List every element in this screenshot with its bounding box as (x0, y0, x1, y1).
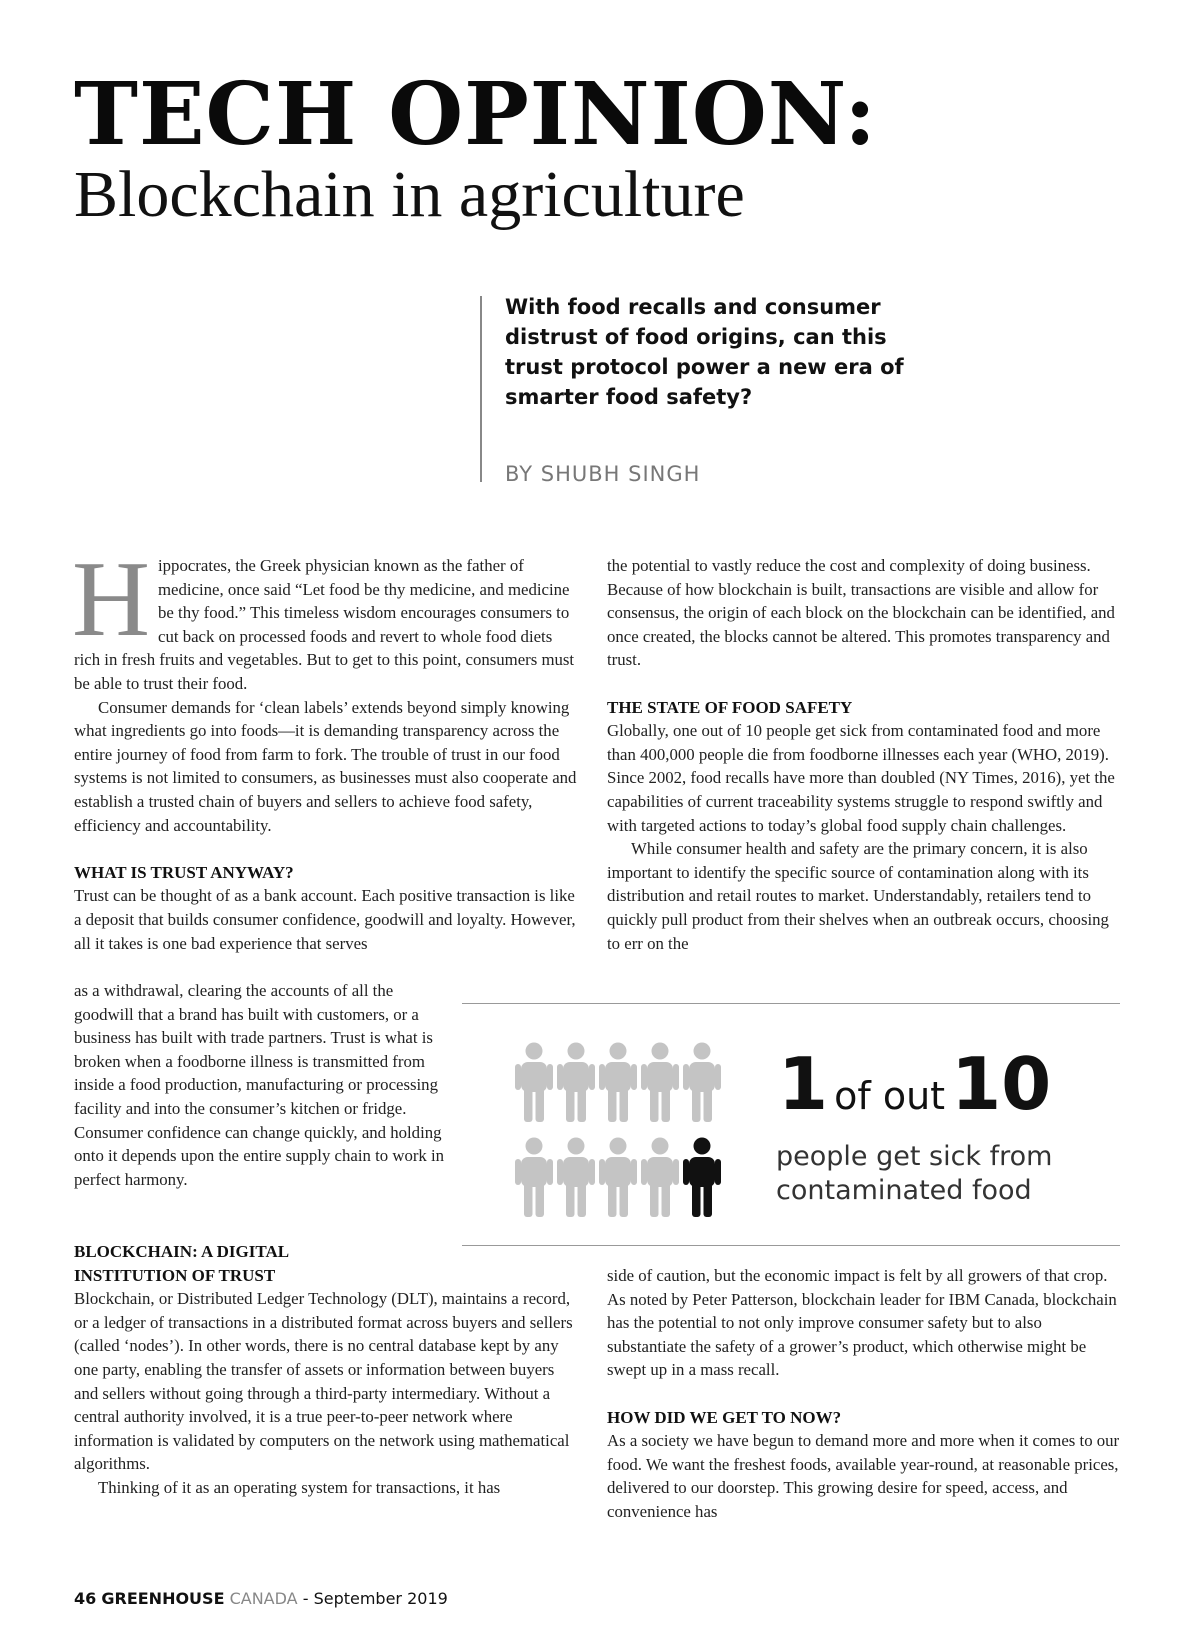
right-column-bottom (607, 1264, 1122, 1524)
stat-caption: people get sick from contaminated food (776, 1141, 1053, 1206)
person-icon (683, 1042, 721, 1122)
stat-ten: 10 (951, 1042, 1052, 1126)
potential-paragraph: the potential to vastly reduce the cost and complexity of doing business. Because of how blockchain is built, transactions are visible and allow for consensus, the origin of each block on the blockchain can be identified, and once created, the blocks cannot be altered. This promotes transparency and trust. (607, 556, 1115, 670)
article-deck: With food recalls and consumer distrust of food origins, can this trust protocol power a new era of smarter food safety? (505, 295, 904, 409)
person-icon (599, 1042, 637, 1122)
left-column-wrap (74, 979, 446, 1191)
person-icon (515, 1042, 553, 1122)
publication-name: GREENHOUSE (101, 1589, 225, 1608)
section-heading-how: HOW DID WE GET TO NOW? (607, 1407, 842, 1427)
people-icon-grid (515, 1042, 725, 1218)
publication-country: CANADA (229, 1589, 298, 1608)
section-heading-food-safety: THE STATE OF FOOD SAFETY (607, 697, 853, 717)
blockchain-paragraph: Blockchain, or Distributed Ledger Technology (DLT), maintains a record, or a ledger of transactions in a distributed format across buyers and sellers (called ‘nodes’). In other words, there is no central database kept by any one party, enabling the transfer of assets or information between buyers and sellers without going through a third-party intermediary. Without a central authority involved, it is a true peer-to-peer network where information is validated by computers on the network using mathematical algorithms. (74, 1289, 573, 1474)
infographic-bottom-rule (462, 1245, 1120, 1246)
person-icon (557, 1042, 595, 1122)
trust-paragraph-continued: as a withdrawal, clearing the accounts of all the goodwill that a brand has built with customers, or a business has built with trade partners. Trust is what is broken when a foodborne illness is transmitted from inside a food production, manufacturing or processing facility and into the consumer’s kitchen or fridge. Consumer confidence can change quickly, and holding onto it depends upon the entire supply chain to work in perfect harmony. (74, 981, 445, 1189)
stat-number (778, 1042, 1052, 1126)
person-icon (599, 1137, 637, 1217)
contamination-paragraph: While consumer health and safety are the primary concern, it is also important to identify the specific source of contamination along with its distribution and retail routes to market. Understandably, retailers tend to quickly pull product from their shelves when an outbreak occurs, choosing to err on the (607, 839, 1109, 953)
person-icon (515, 1137, 553, 1217)
deck-divider (480, 296, 482, 482)
section-heading-trust: WHAT IS TRUST ANYWAY? (74, 862, 294, 882)
caution-paragraph: side of caution, but the economic impact is felt by all growers of that crop. As noted by Peter Patterson, blockchain leader for IBM Canada, blockchain has the potential to not only improve consumer safety but to also substantiate the safety of a grower’s product, which otherwise might be swept up in a mass recall. (607, 1266, 1117, 1380)
operating-system-paragraph: Thinking of it as an operating system for transactions, it has (98, 1477, 501, 1497)
trust-paragraph: Trust can be thought of as a bank account. Each positive transaction is like a deposit that builds consumer confidence, goodwill and loyalty. However, all it takes is one bad experience that serves (74, 886, 576, 953)
drop-cap: H (72, 540, 150, 659)
society-paragraph: As a society we have begun to demand more and more when it comes to our food. We want the freshest foods, available year-round, at reasonable prices, delivered to our doorstep. This growing desire for speed, access, and convenience has (607, 1431, 1120, 1521)
infographic-top-rule (462, 1003, 1120, 1004)
page-number: 46 (74, 1589, 97, 1608)
byline: BY SHUBH SINGH (505, 462, 701, 486)
right-column-top (607, 554, 1122, 955)
article-title: TECH OPINION: (74, 64, 878, 165)
person-icon (641, 1042, 679, 1122)
left-column-bottom (74, 1240, 579, 1500)
stat-mid-text: of out (834, 1074, 946, 1118)
clean-labels-paragraph: Consumer demands for ‘clean labels’ extends beyond simply knowing what ingredients go into foods—it is demanding transparency across the entire journey of food from farm to fork. The trouble of trust in our food systems is not limited to consumers, as businesses must also cooperate and establish a trusted chain of buyers and sellers to achieve food safety, efficiency and accountability. (74, 697, 577, 835)
person-icon-highlighted (683, 1137, 721, 1217)
person-icon (641, 1137, 679, 1217)
food-safety-paragraph: Globally, one out of 10 people get sick from contaminated food and more than 400,000 people die from foodborne illnesses each year (WHO, 2019). Since 2002, food recalls have more than doubled (NY Times, 2016), yet the capabilities of current traceability systems struggle to respond swiftly and with targeted actions to today’s global food supply chain challenges. (607, 721, 1115, 835)
section-heading-blockchain: BLOCKCHAIN: A DIGITAL INSTITUTION OF TRUST (74, 1242, 289, 1285)
stat-one: 1 (778, 1042, 829, 1126)
left-column-top (72, 540, 579, 955)
article-subtitle: Blockchain in agriculture (74, 158, 745, 231)
issue-date: - September 2019 (302, 1589, 448, 1608)
page-footer (74, 1589, 448, 1608)
intro-paragraph: ippocrates, the Greek physician known as the father of medicine, once said “Let food be thy medicine, and medicine be thy food.” This timeless wisdom encourages consumers to cut back on processed foods and revert to whole food diets rich in fresh fruits and vegetables. But to get to this point, consumers must be able to trust their food. (74, 556, 575, 693)
person-icon (557, 1137, 595, 1217)
